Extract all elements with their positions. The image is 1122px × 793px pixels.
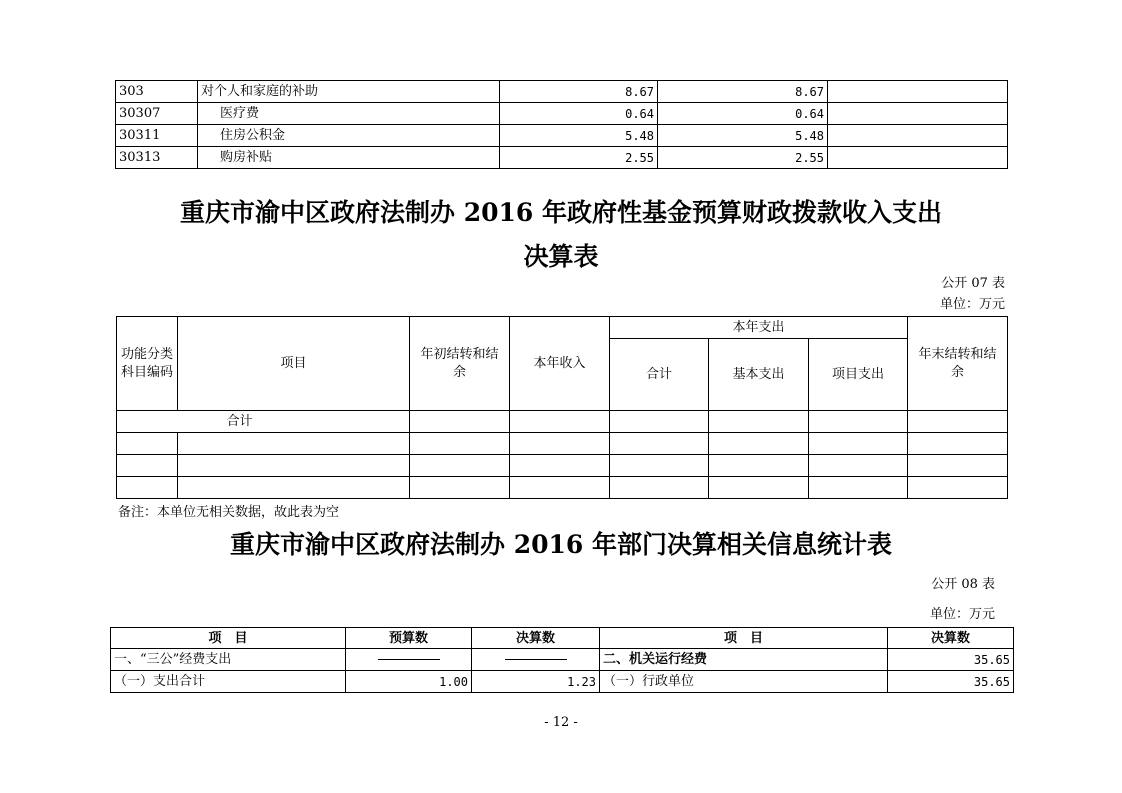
table07-title-line1: 重庆市渝中区政府法制办 2016 年政府性基金预算财政拨款收入支出 <box>180 198 942 227</box>
header-budget: 预算数 <box>346 628 472 649</box>
row-name: 住房公积金 <box>198 125 500 147</box>
table07-unit: 单位：万元 <box>939 297 1005 312</box>
row-final-dash <box>472 649 600 671</box>
header-expense-group: 本年支出 <box>610 317 908 339</box>
row-final2: 35.65 <box>888 649 1014 671</box>
row-name: 医疗费 <box>198 103 500 125</box>
table07-public-no: 公开 07 表 <box>941 276 1005 291</box>
header-item: 项 目 <box>111 628 346 649</box>
row-value-2: 2.55 <box>658 147 828 169</box>
header-carry-begin: 年初结转和结余 <box>410 317 510 411</box>
header-code: 功能分类科目编码 <box>117 317 178 411</box>
header-project: 项目支出 <box>809 339 908 411</box>
row-value-2: 8.67 <box>658 81 828 103</box>
table06-tail <box>115 80 1008 169</box>
page-number: - 12 - <box>544 715 578 730</box>
header-carry-end: 年末结转和结余 <box>908 317 1008 411</box>
row-value-2: 0.64 <box>658 103 828 125</box>
row-code: 303 <box>116 81 198 103</box>
table-row <box>116 81 1008 103</box>
table07-note: 备注：本单位无相关数据，故此表为空 <box>118 505 340 520</box>
row-item2: 二、机关运行经费 <box>600 649 888 671</box>
row-code: 30313 <box>116 147 198 169</box>
row-value-1: 0.64 <box>500 103 658 125</box>
table08 <box>110 627 1014 693</box>
row-item: 一、“三公”经费支出 <box>111 649 346 671</box>
table08-public-no: 公开 08 表 <box>931 577 995 592</box>
header-item2: 项 目 <box>600 628 888 649</box>
header-final2: 决算数 <box>888 628 1014 649</box>
table-row <box>116 147 1008 169</box>
total-row-label: 合计 <box>117 411 410 433</box>
row-final2: 35.65 <box>888 671 1014 693</box>
header-item: 项目 <box>178 317 410 411</box>
row-value-1: 8.67 <box>500 81 658 103</box>
header-income: 本年收入 <box>510 317 610 411</box>
table-row <box>117 433 1008 455</box>
row-item2: （一）行政单位 <box>600 671 888 693</box>
row-value-1: 5.48 <box>500 125 658 147</box>
row-item: （一）支出合计 <box>111 671 346 693</box>
table-row <box>116 125 1008 147</box>
table-row <box>117 455 1008 477</box>
row-name: 购房补贴 <box>198 147 500 169</box>
row-budget-dash <box>346 649 472 671</box>
header-basic: 基本支出 <box>709 339 809 411</box>
table-row <box>116 103 1008 125</box>
table07 <box>116 316 1008 499</box>
table-row <box>117 411 1008 433</box>
table-row <box>111 649 1014 671</box>
row-value-2: 5.48 <box>658 125 828 147</box>
table-row <box>111 671 1014 693</box>
row-name: 对个人和家庭的补助 <box>198 81 500 103</box>
table08-title: 重庆市渝中区政府法制办 2016 年部门决算相关信息统计表 <box>230 530 892 559</box>
header-total: 合计 <box>610 339 709 411</box>
row-value-1: 2.55 <box>500 147 658 169</box>
table08-unit: 单位：万元 <box>929 607 995 622</box>
table-row <box>117 477 1008 499</box>
header-final: 决算数 <box>472 628 600 649</box>
row-code: 30311 <box>116 125 198 147</box>
row-budget: 1.00 <box>346 671 472 693</box>
row-final: 1.23 <box>472 671 600 693</box>
row-code: 30307 <box>116 103 198 125</box>
table07-title-line2: 决算表 <box>523 242 599 271</box>
